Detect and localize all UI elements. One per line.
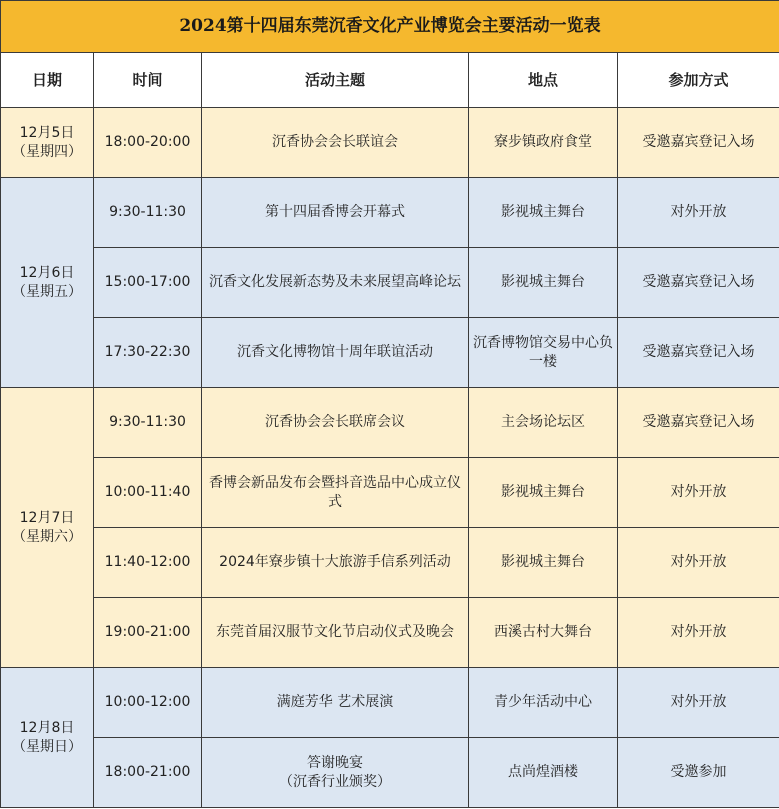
access-cell: 受邀嘉宾登记入场 (618, 318, 779, 388)
time-cell: 10:00-12:00 (94, 668, 202, 738)
table-row (1, 738, 779, 808)
date-text: 12月8日 (19, 719, 75, 736)
time-cell: 15:00-17:00 (94, 248, 202, 318)
theme-cell: 东莞首届汉服节文化节启动仪式及晚会 (202, 598, 469, 668)
access-cell: 受邀参加 (618, 738, 779, 808)
venue-cell: 影视城主舞台 (469, 248, 618, 318)
table-row (1, 108, 779, 178)
weekday-text: （星期六） (12, 528, 82, 545)
weekday-text: （星期日） (12, 738, 82, 755)
time-cell: 10:00-11:40 (94, 458, 202, 528)
date-cell (1, 668, 94, 808)
time-cell: 11:40-12:00 (94, 528, 202, 598)
venue-cell: 寮步镇政府食堂 (469, 108, 618, 178)
theme-cell: 满庭芳华 艺术展演 (202, 668, 469, 738)
access-cell: 对外开放 (618, 528, 779, 598)
time-cell: 9:30-11:30 (94, 178, 202, 248)
date-text: 12月7日 (19, 509, 75, 526)
venue-cell: 主会场论坛区 (469, 388, 618, 458)
access-cell: 对外开放 (618, 178, 779, 248)
date-cell (1, 178, 94, 388)
venue-cell: 西溪古村大舞台 (469, 598, 618, 668)
access-cell: 对外开放 (618, 668, 779, 738)
header-time: 时间 (94, 53, 202, 108)
date-text: 12月5日 (19, 124, 75, 141)
venue-cell: 沉香博物馆交易中心负一楼 (469, 318, 618, 388)
theme-cell: 2024年寮步镇十大旅游手信系列活动 (202, 528, 469, 598)
access-cell: 受邀嘉宾登记入场 (618, 108, 779, 178)
table-row (1, 458, 779, 528)
time-cell: 19:00-21:00 (94, 598, 202, 668)
weekday-text: （星期五） (12, 283, 82, 300)
header-access: 参加方式 (618, 53, 779, 108)
theme-cell: 第十四届香博会开幕式 (202, 178, 469, 248)
theme-cell: 答谢晚宴 （沉香行业颁奖） (202, 738, 469, 808)
table-row (1, 248, 779, 318)
venue-cell: 青少年活动中心 (469, 668, 618, 738)
title-row (1, 1, 779, 53)
time-cell: 17:30-22:30 (94, 318, 202, 388)
header-theme: 活动主题 (202, 53, 469, 108)
access-cell: 受邀嘉宾登记入场 (618, 388, 779, 458)
table-title: 2024第十四届东莞沉香文化产业博览会主要活动一览表 (1, 1, 779, 53)
access-cell: 对外开放 (618, 458, 779, 528)
date-text: 12月6日 (19, 264, 75, 281)
venue-cell: 影视城主舞台 (469, 528, 618, 598)
table-row (1, 178, 779, 248)
header-row (1, 53, 779, 108)
table-row (1, 598, 779, 668)
table-row (1, 528, 779, 598)
theme-cell: 沉香文化发展新态势及未来展望高峰论坛 (202, 248, 469, 318)
table-row (1, 668, 779, 738)
access-cell: 对外开放 (618, 598, 779, 668)
venue-cell: 影视城主舞台 (469, 458, 618, 528)
header-venue: 地点 (469, 53, 618, 108)
table-row (1, 388, 779, 458)
theme-cell: 沉香协会会长联谊会 (202, 108, 469, 178)
time-cell: 18:00-20:00 (94, 108, 202, 178)
time-cell: 18:00-21:00 (94, 738, 202, 808)
theme-cell: 香博会新品发布会暨抖音选品中心成立仪式 (202, 458, 469, 528)
theme-cell: 沉香协会会长联席会议 (202, 388, 469, 458)
access-cell: 受邀嘉宾登记入场 (618, 248, 779, 318)
venue-cell: 点尚煌酒楼 (469, 738, 618, 808)
time-cell: 9:30-11:30 (94, 388, 202, 458)
table-row (1, 318, 779, 388)
weekday-text: （星期四） (12, 143, 82, 160)
date-cell (1, 108, 94, 178)
theme-cell: 沉香文化博物馆十周年联谊活动 (202, 318, 469, 388)
header-date: 日期 (1, 53, 94, 108)
date-cell (1, 388, 94, 668)
venue-cell: 影视城主舞台 (469, 178, 618, 248)
